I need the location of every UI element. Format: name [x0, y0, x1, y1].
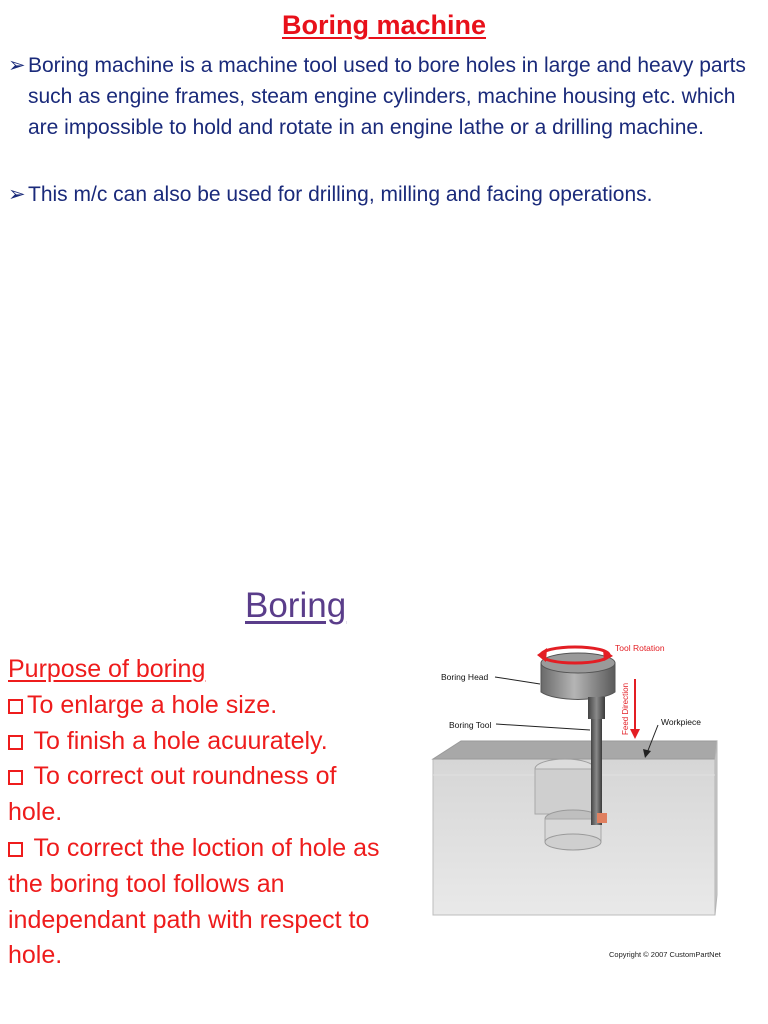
boring-diagram: [425, 635, 760, 965]
arrow-bullet-icon: ➢: [8, 183, 26, 206]
label-boring-tool: Boring Tool: [449, 720, 492, 730]
list-item-text: To finish a hole acuurately.: [27, 726, 328, 755]
checkbox-bullet-icon: [8, 770, 23, 785]
bullet-item: [8, 50, 760, 143]
list-item-text: To enlarge a hole size.: [27, 690, 278, 719]
list-item-text: To correct out roundness of hole.: [8, 762, 337, 827]
label-boring-head: Boring Head: [441, 672, 489, 682]
list-item: [8, 831, 393, 974]
list-item: [8, 759, 393, 831]
purpose-heading: Purpose of boring: [8, 655, 206, 683]
checkbox-bullet-icon: [8, 842, 23, 857]
bullet-text: This m/c can also be used for drilling, milling and facing operations.: [28, 183, 653, 206]
label-feed-direction: Feed Direction: [621, 682, 630, 735]
bullet-text: Boring machine is a machine tool used to bore holes in large and heavy parts such as engine frames, steam engine cylinders, machine housing etc. which are impossible to hold and rotate in an engine lathe or a drilling machine.: [28, 54, 746, 139]
feed-direction-icon: [630, 679, 640, 739]
copyright-text: Copyright © 2007 CustomPartNet: [609, 950, 721, 959]
list-item: [8, 724, 393, 760]
purpose-list: [8, 652, 393, 974]
slide1-title: Boring machine: [281, 10, 487, 40]
list-item-text: To correct the loction of hole as the boring tool follows an independant path with respect to hole.: [8, 833, 380, 970]
label-workpiece: Workpiece: [661, 717, 701, 727]
list-item: [8, 688, 393, 724]
slide2-title: Boring: [245, 586, 347, 625]
checkbox-bullet-icon: [8, 699, 23, 714]
bullet-item: [8, 179, 760, 210]
checkbox-bullet-icon: [8, 735, 23, 750]
boring-diagram-svg: [425, 635, 760, 965]
label-tool-rotation: Tool Rotation: [615, 643, 665, 653]
arrow-bullet-icon: ➢: [8, 54, 26, 77]
